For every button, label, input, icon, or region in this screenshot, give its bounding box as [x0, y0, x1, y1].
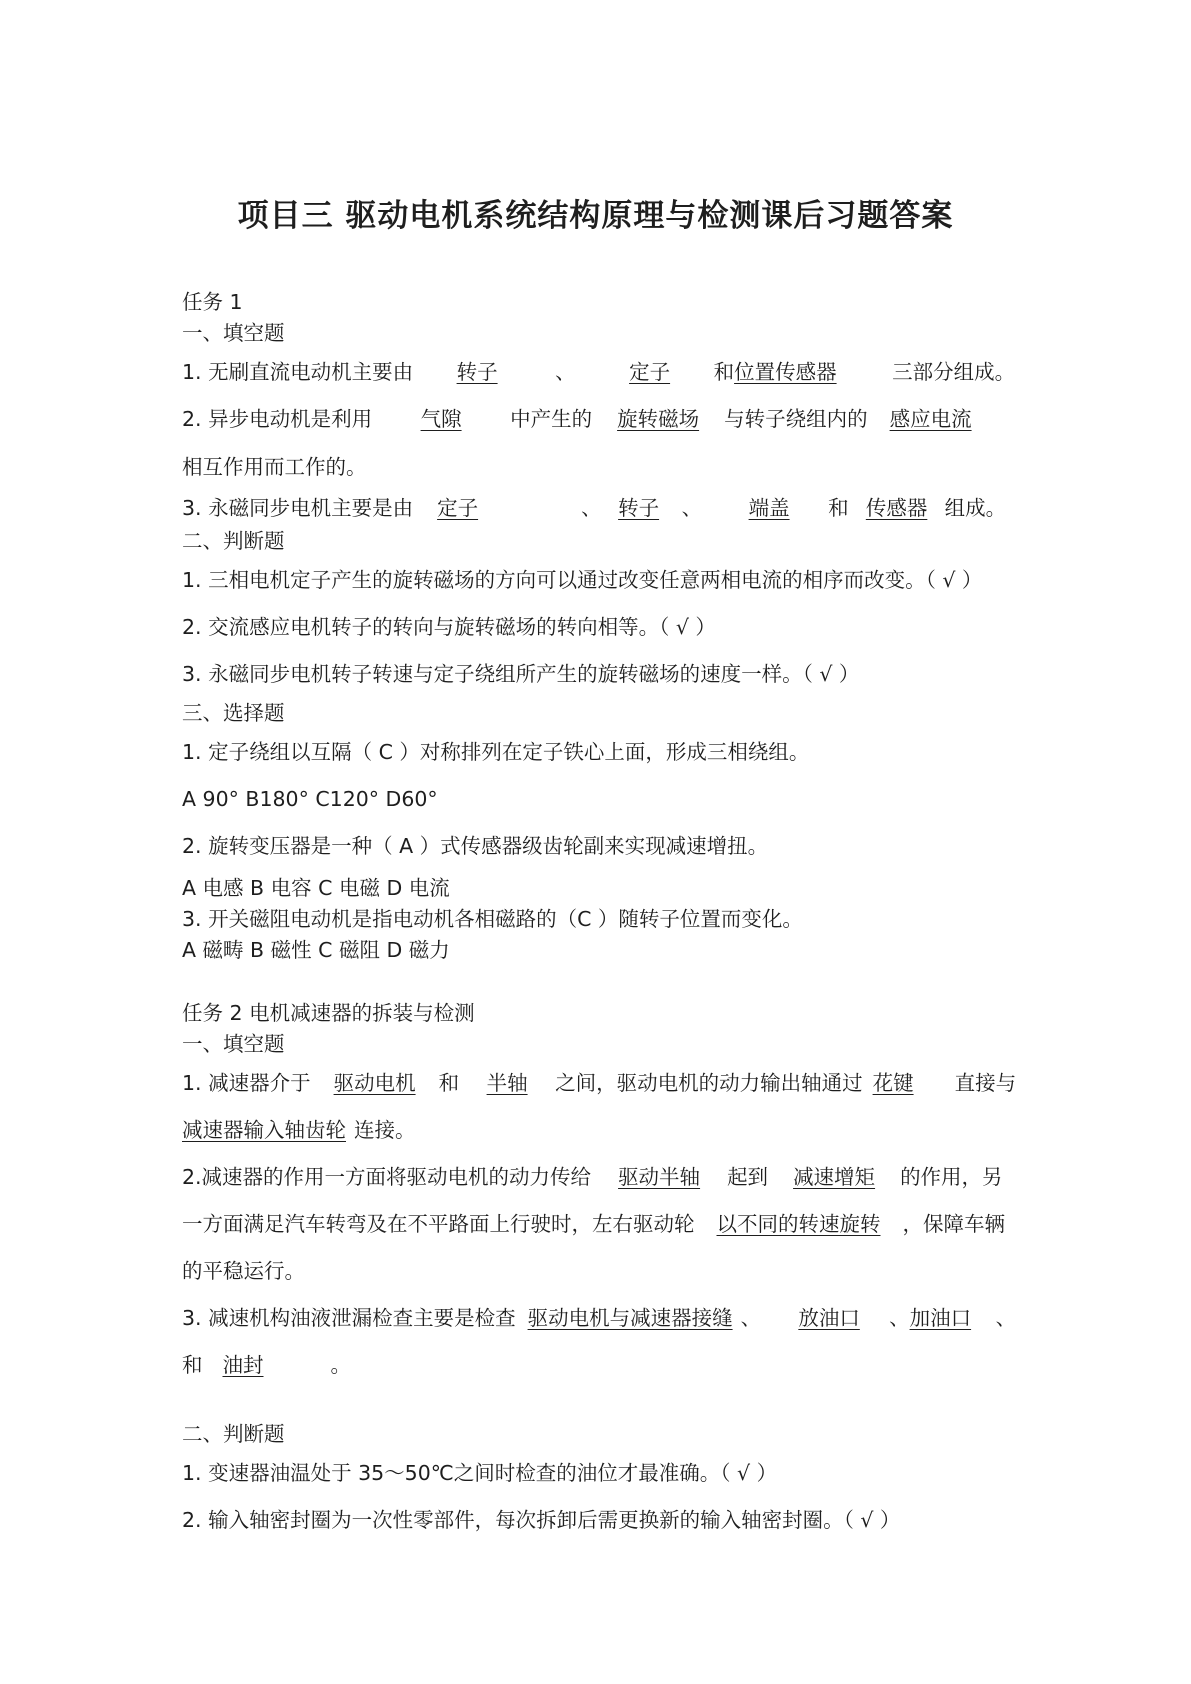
answer-blank: 传感器 [865, 496, 928, 520]
task1-fill-q2-cont: 相互作用而工作的。 [182, 455, 367, 479]
answer-blank: 减速器输入轴齿轮 [182, 1118, 346, 1142]
question-text: 三部分组成。 [892, 360, 1016, 384]
question-text: 2.减速器的作用一方面将驱动电机的动力传给 [182, 1165, 592, 1189]
question-text: 一方面满足汽车转弯及在不平路面上行驶时，左右驱动轮 [182, 1212, 695, 1236]
question-text: 之间，驱动电机的动力输出轴通过 [555, 1071, 863, 1095]
task2-fill-q3 [182, 1303, 1016, 1333]
task1-choice-q3: 3. 开关磁阻电动机是指电动机各相磁路的（C ）随转子位置而变化。 [182, 907, 803, 931]
task2-heading: 任务 2 电机减速器的拆装与检测 [182, 1001, 475, 1025]
task1-fill-heading: 一、填空题 [182, 321, 285, 345]
question-text: 2. 异步电动机是利用 [182, 407, 373, 431]
separator: 、 [740, 1306, 762, 1330]
task1-choice-q3-options: A 磁畴 B 磁性 C 磁阻 D 磁力 [182, 938, 450, 962]
question-text: 中产生的 [510, 407, 593, 431]
document-title: 项目三 驱动电机系统结构原理与检测课后习题答案 [237, 198, 954, 234]
task1-choice-q2-options: A 电感 B 电容 C 电磁 D 电流 [182, 876, 450, 900]
question-text: 直接与 [954, 1071, 1017, 1095]
answer-blank: 驱动半轴 [618, 1165, 701, 1189]
task1-fill-q3 [182, 493, 1006, 523]
question-text: 1. 无刷直流电动机主要由 [182, 360, 414, 384]
task2-judge-q1: 1. 变速器油温处于 35～50℃之间时检查的油位才最准确。（ √ ） [182, 1461, 778, 1485]
question-text: 与转子绕组内的 [724, 407, 868, 431]
question-text: ，保障车辆 [902, 1212, 1005, 1236]
separator: 、 [995, 1306, 1017, 1330]
task1-judge-heading: 二、判断题 [182, 529, 285, 553]
task2-judge-heading: 二、判断题 [182, 1422, 285, 1446]
answer-blank: 定子 [437, 496, 479, 520]
answer-blank: 转子 [618, 496, 660, 520]
task2-fill-q3-cont [182, 1350, 351, 1380]
task2-fill-q2-cont [182, 1209, 1005, 1239]
task1-choice-q2: 2. 旋转变压器是一种（ A ）式传感器级齿轮副来实现减速增扭。 [182, 834, 769, 858]
answer-blank: 旋转磁场 [617, 407, 700, 431]
answer-blank: 半轴 [486, 1071, 528, 1095]
question-text: 1. 减速器介于 [182, 1071, 311, 1095]
task2-fill-q2 [182, 1162, 1003, 1192]
task2-fill-q1-cont [182, 1115, 416, 1145]
task2-fill-q1 [182, 1068, 1016, 1098]
task1-heading: 任务 1 [182, 290, 243, 314]
task1-choice-q1-options: A 90° B180° C120° D60° [182, 787, 438, 811]
task1-choice-heading: 三、选择题 [182, 701, 285, 725]
answer-blank: 驱动电机 [333, 1071, 416, 1095]
task1-fill-q2 [182, 404, 972, 434]
answer-blank: 感应电流 [889, 407, 972, 431]
question-text: 。 [330, 1353, 351, 1377]
task1-fill-q1 [182, 357, 1015, 387]
answer-blank: 位置传感器 [734, 360, 837, 384]
task1-choice-q1: 1. 定子绕组以互隔（ C ）对称排列在定子铁心上面，形成三相绕组。 [182, 740, 810, 764]
separator: 和 [828, 496, 849, 520]
answer-blank: 花键 [872, 1071, 914, 1095]
question-text: 和 [182, 1353, 203, 1377]
answer-blank: 以不同的转速旋转 [716, 1212, 881, 1236]
question-text: 连接。 [354, 1118, 416, 1142]
separator: 和 [713, 360, 735, 384]
separator: 、 [581, 496, 602, 520]
question-text: 组成。 [944, 496, 1007, 520]
question-text: 3. 永磁同步电机主要是由 [182, 496, 414, 520]
answer-blank: 定子 [629, 360, 671, 384]
separator: 、 [889, 1306, 910, 1330]
answer-blank: 驱动电机与减速器接缝 [527, 1306, 733, 1330]
answer-blank: 放油口 [798, 1306, 860, 1330]
answer-blank: 减速增矩 [793, 1165, 876, 1189]
separator: 、 [681, 496, 703, 520]
task1-judge-q3: 3. 永磁同步电机转子转速与定子绕组所产生的旋转磁场的速度一样。（ √ ） [182, 662, 860, 686]
task2-judge-q2: 2. 输入轴密封圈为一次性零部件，每次拆卸后需更换新的输入轴密封圈。（ √ ） [182, 1508, 901, 1532]
task2-fill-heading: 一、填空题 [182, 1032, 285, 1056]
task1-judge-q1: 1. 三相电机定子产生的旋转磁场的方向可以通过改变任意两相电流的相序而改变。（ √ ） [182, 568, 983, 592]
answer-blank: 加油口 [909, 1306, 972, 1330]
question-text: 的作用，另 [900, 1165, 1003, 1189]
task1-judge-q2: 2. 交流感应电机转子的转向与旋转磁场的转向相等。（ √ ） [182, 615, 716, 639]
task2-fill-q2-cont2: 的平稳运行。 [182, 1259, 305, 1283]
separator: 、 [555, 360, 576, 384]
question-text: 和 [438, 1071, 460, 1095]
answer-blank: 气隙 [420, 407, 462, 431]
answer-blank: 转子 [456, 360, 498, 384]
answer-blank: 端盖 [748, 496, 790, 520]
answer-blank: 油封 [222, 1353, 264, 1377]
question-text: 起到 [727, 1165, 769, 1189]
question-text: 3. 减速机构油液泄漏检查主要是检查 [182, 1306, 516, 1330]
